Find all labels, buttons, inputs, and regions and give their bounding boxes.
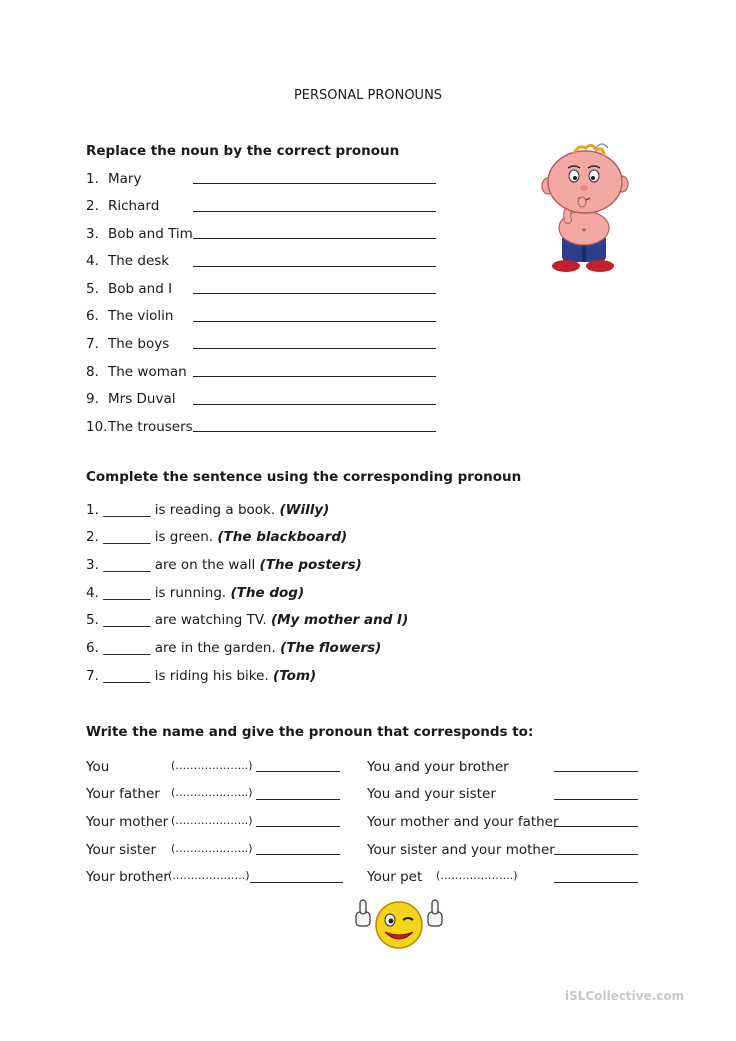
item-noun: Mrs Duval xyxy=(108,391,176,407)
item-noun: Bob and I xyxy=(108,281,173,297)
answer-blank[interactable]: _______ xyxy=(103,502,151,518)
answer-blank[interactable]: _______ xyxy=(103,529,151,545)
item-noun: The desk xyxy=(108,253,170,269)
section1-heading: Replace the noun by the correct pronoun xyxy=(86,143,400,159)
relation-label: Your pet xyxy=(367,869,423,885)
item-number: 6. xyxy=(86,640,99,656)
list-item xyxy=(86,585,304,601)
section2-heading: Complete the sentence using the corresponding pronoun xyxy=(86,469,522,485)
relation-label: Your mother xyxy=(86,814,169,830)
item-number: 6. xyxy=(86,308,99,324)
answer-line[interactable] xyxy=(193,348,436,349)
noun-hint: (Willy) xyxy=(279,502,330,518)
item-number: 5. xyxy=(86,612,99,628)
sentence-text: is running. xyxy=(154,585,227,601)
relation-label: You and your brother xyxy=(367,759,509,775)
item-number: 9. xyxy=(86,391,99,407)
smiley-thumbs-up-illustration xyxy=(352,894,446,952)
item-number: 10. xyxy=(86,419,108,435)
relation-label: You and your sister xyxy=(367,786,496,802)
item-number: 3. xyxy=(86,557,99,573)
sentence-text: are on the wall xyxy=(154,557,256,573)
answer-line[interactable] xyxy=(554,882,638,883)
noun-hint: (Tom) xyxy=(273,668,317,684)
noun-hint: (The blackboard) xyxy=(217,529,348,545)
item-noun: Bob and Tim xyxy=(108,226,193,242)
sentence-text: is riding his bike. xyxy=(154,668,269,684)
page-title: PERSONAL PRONOUNS xyxy=(293,88,443,103)
item-number: 7. xyxy=(86,336,99,352)
answer-line[interactable] xyxy=(256,826,340,827)
sentence-text: are in the garden. xyxy=(154,640,276,656)
item-noun: Richard xyxy=(108,198,160,214)
answer-line[interactable] xyxy=(193,183,436,184)
item-noun: The violin xyxy=(108,308,174,324)
name-parenthesis[interactable]: (………………..) xyxy=(171,759,253,772)
answer-line[interactable] xyxy=(554,771,638,772)
noun-hint: (The flowers) xyxy=(280,640,382,656)
relation-label: You xyxy=(86,759,110,775)
list-item xyxy=(86,640,381,656)
relation-label: Your sister xyxy=(86,842,157,858)
item-number: 4. xyxy=(86,253,99,269)
list-item xyxy=(86,557,362,573)
item-number: 2. xyxy=(86,529,99,545)
cartoon-boy-illustration xyxy=(538,142,634,274)
answer-line[interactable] xyxy=(256,771,340,772)
answer-line[interactable] xyxy=(193,431,436,432)
answer-blank[interactable]: _______ xyxy=(103,668,151,684)
relation-label: Your father xyxy=(86,786,160,802)
sentence-text: is green. xyxy=(154,529,214,545)
answer-line[interactable] xyxy=(193,404,436,405)
list-item xyxy=(86,668,316,684)
answer-blank[interactable]: _______ xyxy=(103,640,151,656)
noun-hint: (The dog) xyxy=(230,585,305,601)
sentence-text: are watching TV. xyxy=(154,612,267,628)
answer-line[interactable] xyxy=(554,854,638,855)
answer-line[interactable] xyxy=(193,211,436,212)
noun-hint: (My mother and I) xyxy=(270,612,409,628)
answer-blank[interactable]: _______ xyxy=(103,612,151,628)
item-noun: The woman xyxy=(108,364,187,380)
answer-line[interactable] xyxy=(256,854,340,855)
answer-line[interactable] xyxy=(554,826,638,827)
item-noun: The trousers xyxy=(108,419,193,435)
answer-line[interactable] xyxy=(250,882,343,883)
item-number: 2. xyxy=(86,198,99,214)
answer-blank[interactable]: _______ xyxy=(103,585,151,601)
answer-line[interactable] xyxy=(193,293,436,294)
answer-line[interactable] xyxy=(256,799,340,800)
list-item xyxy=(86,529,347,545)
item-number: 1. xyxy=(86,171,99,187)
relation-label: Your sister and your mother xyxy=(367,842,555,858)
name-parenthesis[interactable]: (………………..) xyxy=(171,814,253,827)
name-parenthesis[interactable]: (………………..) xyxy=(436,869,518,882)
name-parenthesis[interactable]: (………………..) xyxy=(171,842,253,855)
item-number: 7. xyxy=(86,668,99,684)
relation-label: Your brother xyxy=(86,869,169,885)
list-item xyxy=(86,612,408,628)
answer-line[interactable] xyxy=(193,376,436,377)
item-number: 5. xyxy=(86,281,99,297)
relation-label: Your mother and your father xyxy=(367,814,559,830)
item-noun: Mary xyxy=(108,171,142,187)
name-parenthesis[interactable]: (………………..) xyxy=(168,869,250,882)
item-number: 4. xyxy=(86,585,99,601)
item-number: 8. xyxy=(86,364,99,380)
answer-line[interactable] xyxy=(193,238,436,239)
sentence-text: is reading a book. xyxy=(154,502,276,518)
section3-heading: Write the name and give the pronoun that corresponds to: xyxy=(86,724,534,740)
answer-line[interactable] xyxy=(193,321,436,322)
name-parenthesis[interactable]: (………………..) xyxy=(171,786,253,799)
answer-blank[interactable]: _______ xyxy=(103,557,151,573)
watermark: iSLCollective.com xyxy=(565,989,685,1003)
item-number: 1. xyxy=(86,502,99,518)
answer-line[interactable] xyxy=(193,266,436,267)
answer-line[interactable] xyxy=(554,799,638,800)
list-item xyxy=(86,502,329,518)
item-number: 3. xyxy=(86,226,99,242)
item-noun: The boys xyxy=(108,336,170,352)
noun-hint: (The posters) xyxy=(259,557,362,573)
